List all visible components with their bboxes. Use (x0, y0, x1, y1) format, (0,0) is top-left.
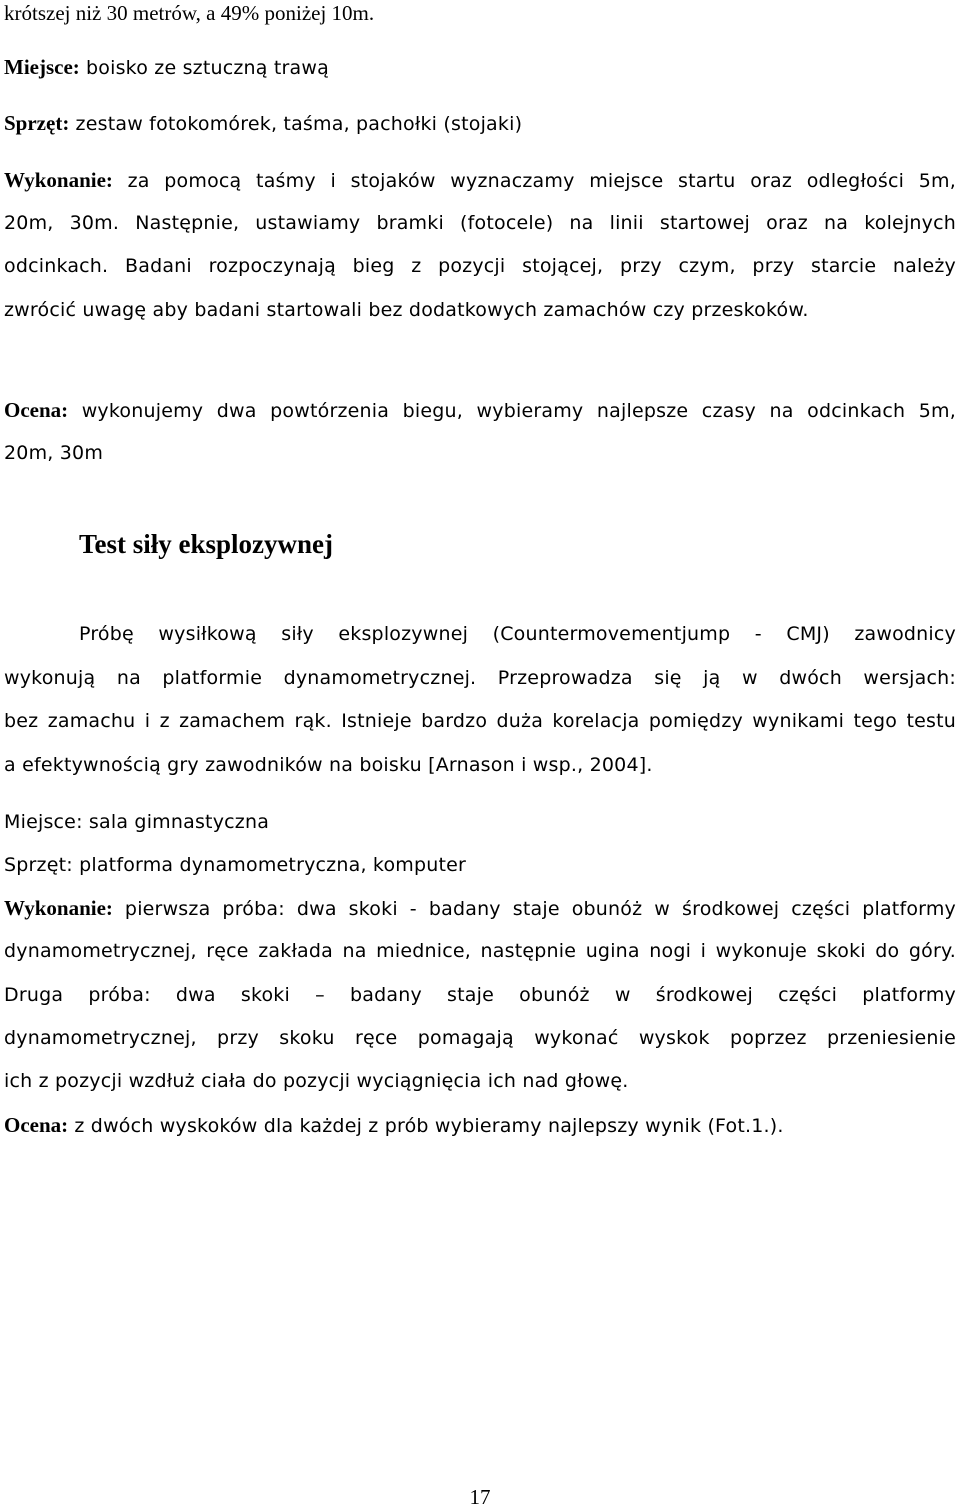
ocena-label: Ocena: (4, 398, 69, 422)
wykonanie-line-2-3: Druga próba: dwa skoki – badany staje obunóż w środkowej części platformy (4, 984, 956, 1006)
sprzet-line-1 (4, 110, 956, 137)
miejsce-value: boisko ze sztuczną trawą (79, 57, 329, 79)
ocena-value: z dwóch wyskoków dla każdej z prób wybieramy najlepszy wynik (Fot.1.). (68, 1115, 784, 1137)
wykonanie-line-3: odcinkach. Badani rozpoczynają bieg z pozycji stojącej, przy czym, przy starcie należy (4, 255, 956, 277)
paragraph-line-2: wykonują na platformie dynamometrycznej. Przeprowadza się ją w dwóch wersjach: (4, 667, 956, 689)
wykonanie-line-1: Wykonanie: za pomocą taśmy i stojaków wyznaczamy miejsce startu oraz odległości 5m, (4, 168, 956, 192)
wykonanie-label: Wykonanie: (4, 168, 113, 192)
miejsce-label: Miejsce: (4, 811, 83, 833)
page-number: 17 (469, 1485, 491, 1509)
paragraph-line-4: a efektywnością gry zawodników na boisku [Arnason i wsp., 2004]. (4, 754, 653, 776)
wykonanie-line-2-2: dynamometrycznej, ręce zakłada na miednice, następnie ugina nogi i wykonuje skoki do góry. (4, 940, 956, 962)
sprzet-line-2 (4, 851, 956, 878)
miejsce-line-2 (4, 808, 956, 835)
wykonanie-line-2: 20m, 30m. Następnie, ustawiamy bramki (fotocele) na linii startowej oraz na kolejnych (4, 212, 956, 234)
wykonanie-line-4: zwrócić uwagę aby badani startowali bez dodatkowych zamachów czy przeskoków. (4, 299, 809, 321)
ocena-line-2-1 (4, 1112, 956, 1139)
ocena-line-1: Ocena: wykonujemy dwa powtórzenia biegu, wybieramy najlepsze czasy na odcinkach 5m, (4, 398, 956, 422)
miejsce-label: Miejsce: (4, 55, 80, 79)
miejsce-value: sala gimnastyczna (82, 811, 270, 833)
ocena-line-2: 20m, 30m (4, 442, 104, 464)
sprzet-label: Sprzęt: (4, 854, 73, 876)
section-heading: Test siły eksplozywnej (79, 529, 334, 559)
wykonanie-line-2-5: ich z pozycji wzdłuż ciała do pozycji wyciągnięcia ich nad głowę. (4, 1070, 629, 1092)
intro-line: krótszej niż 30 metrów, a 49% poniżej 10m. (4, 1, 375, 25)
paragraph-line-1: Próbę wysiłkową siły eksplozywnej (Countermovementjump - CMJ) zawodnicy (79, 623, 956, 645)
wykonanie-line-2-1: Wykonanie: pierwsza próba: dwa skoki - badany staje obunóż w środkowej części platformy (4, 896, 956, 920)
sprzet-value: platforma dynamometryczna, komputer (72, 854, 467, 876)
wykonanie-label: Wykonanie: (4, 896, 113, 920)
sprzet-value: zestaw fotokomórek, taśma, pachołki (stojaki) (69, 113, 523, 135)
ocena-label: Ocena: (4, 1113, 69, 1137)
paragraph-line-3: bez zamachu i z zamachem rąk. Istnieje bardzo duża korelacja pomiędzy wynikami tego testu (4, 710, 956, 732)
sprzet-label: Sprzęt: (4, 111, 70, 135)
wykonanie-line-2-4: dynamometrycznej, przy skoku ręce pomagają wykonać wyskok poprzez przeniesienie (4, 1027, 956, 1049)
miejsce-line-1 (4, 54, 956, 81)
